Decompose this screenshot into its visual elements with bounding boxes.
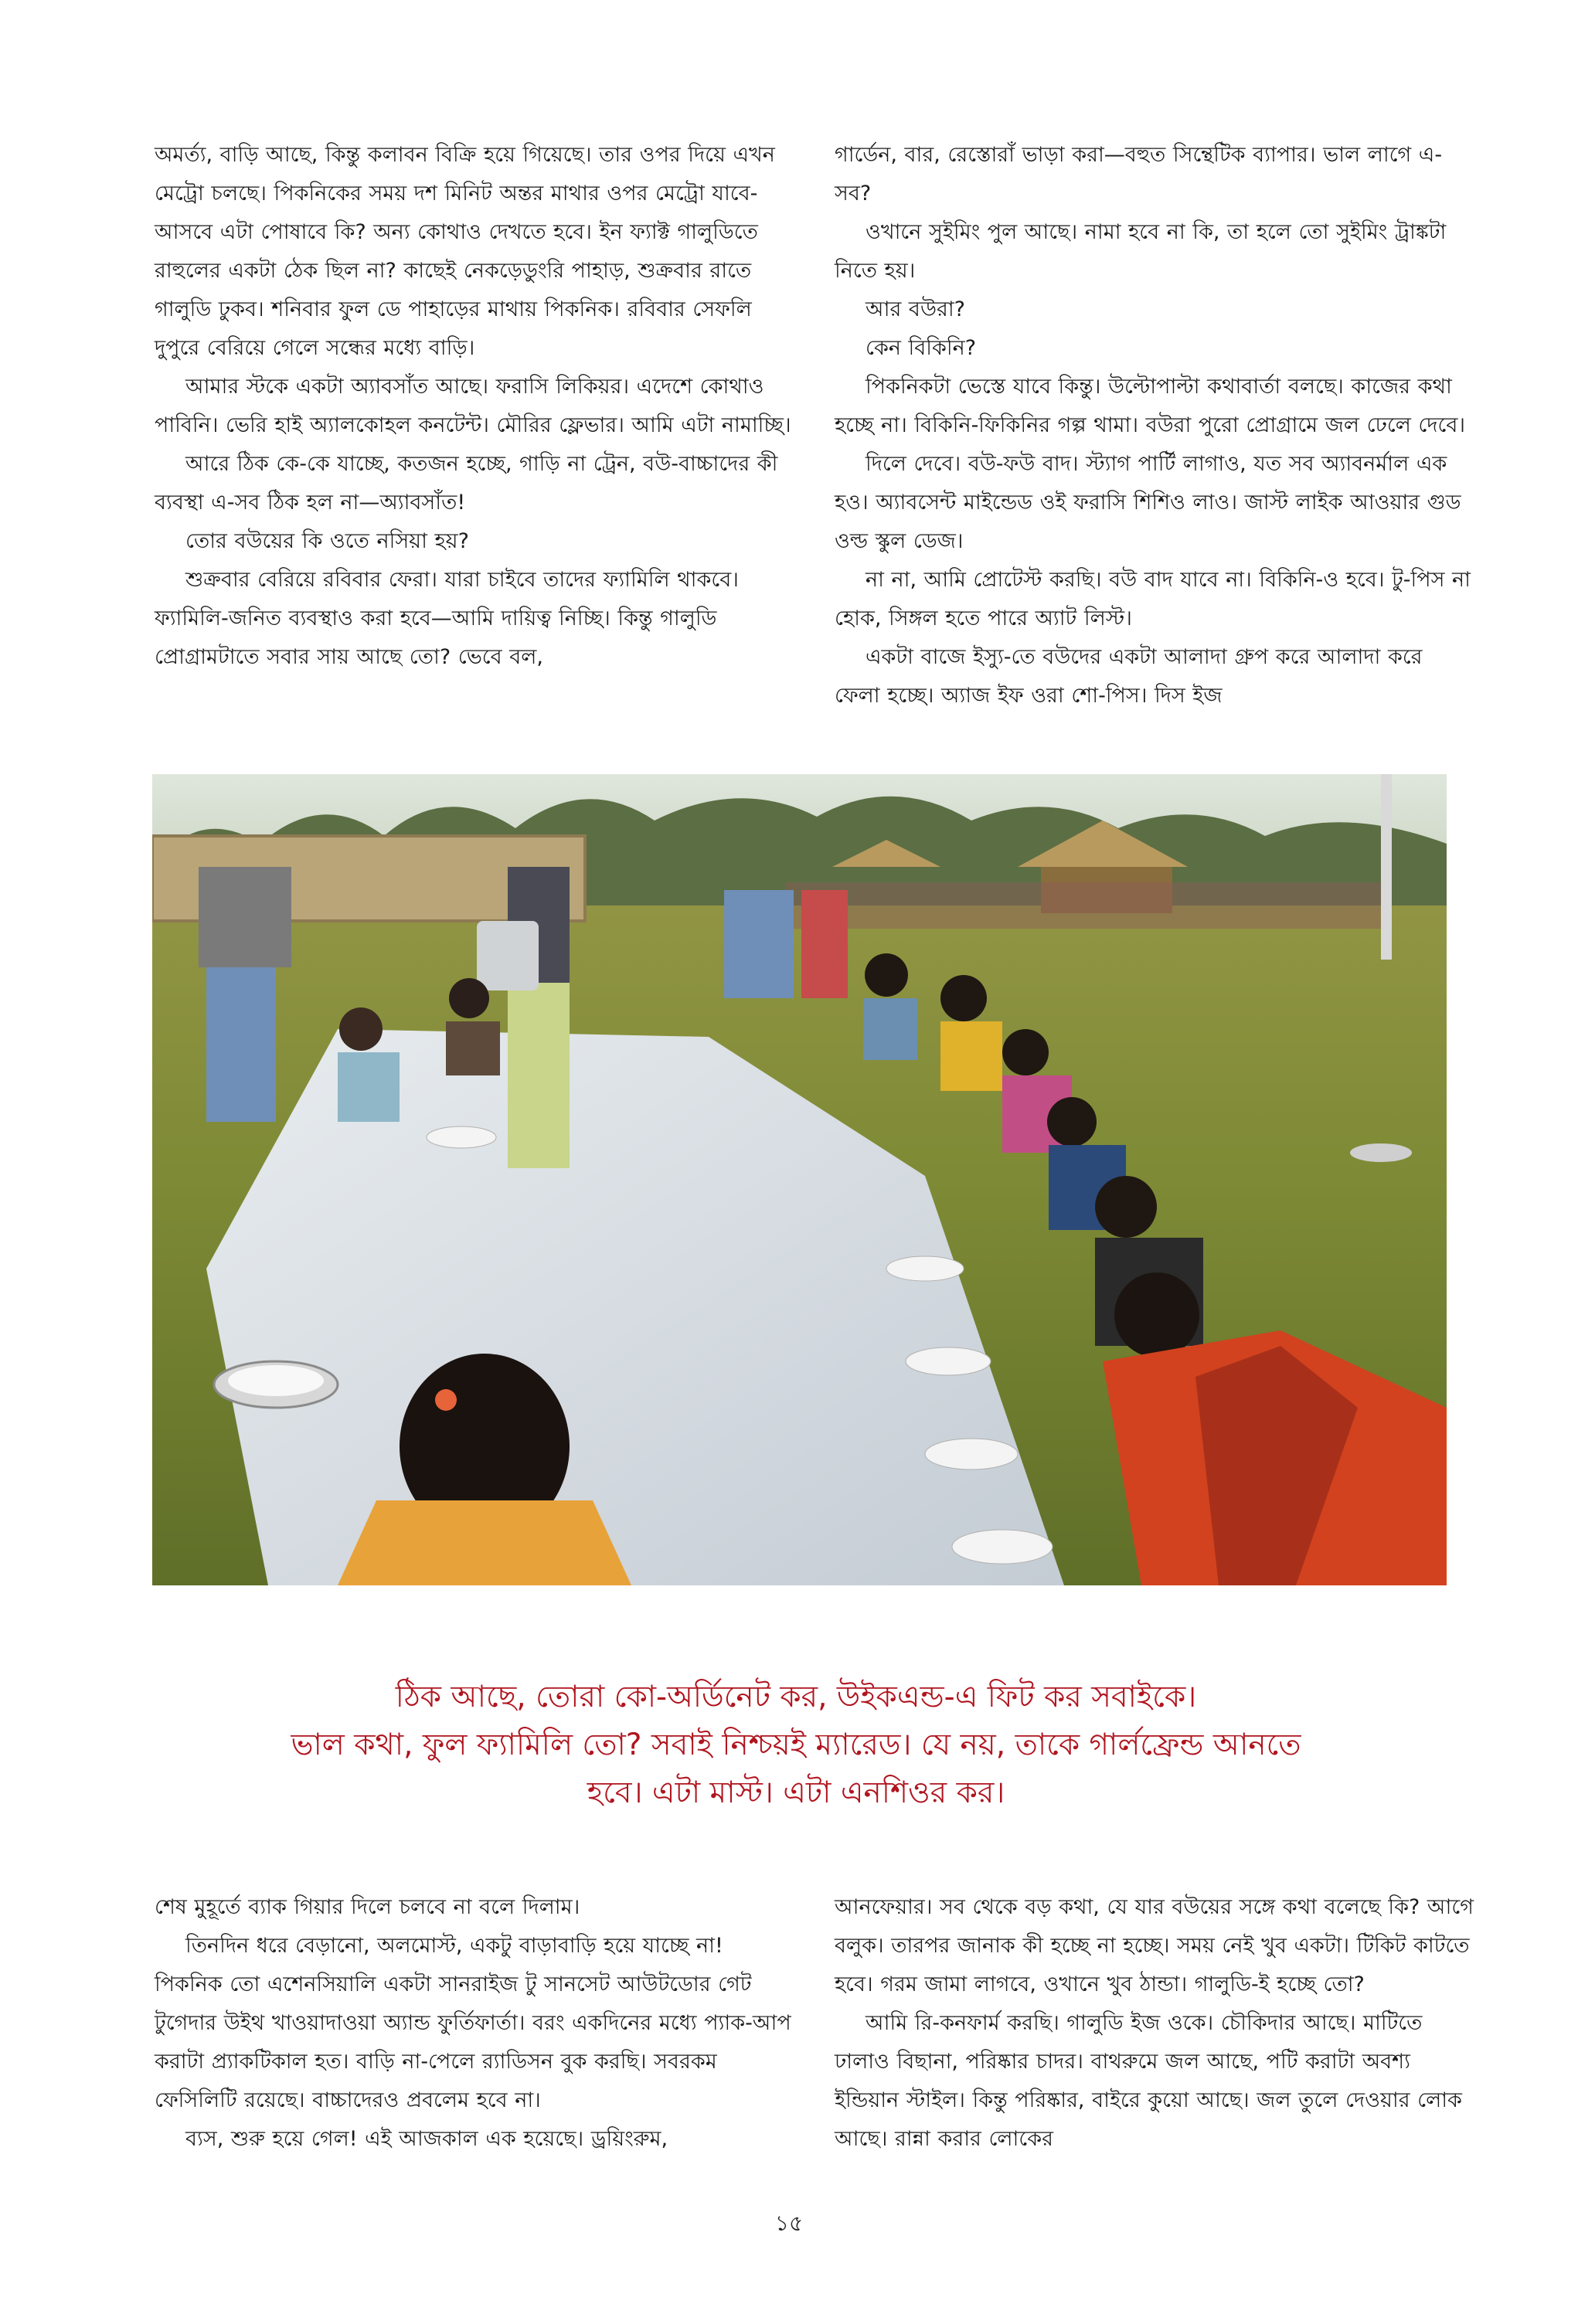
paragraph: আনফেয়ার। সব থেকে বড় কথা, যে যার বউয়ের সঙ্গে কথা বলেছে কি? আগে বলুক। তারপর জানাক কী হচ্ছে না হচ্ছে। সময় নেই খুব একটা। টিকিট কাটতে হবে। গরম জামা লাগবে, ওখানে খুব ঠান্ডা। গালুডি-ই হচ্ছে তো? <box>835 1895 1474 1996</box>
paragraph: ওখানে সুইমিং পুল আছে। নামা হবে না কি, তা হলে তো সুইমিং ট্রাঙ্কটা নিতে হয়। <box>835 220 1447 283</box>
paragraph: ব্যস, শুরু হয়ে গেল! এই আজকাল এক হয়েছে। ড্রয়িংরুম, <box>185 2127 668 2151</box>
paragraph: আরে ঠিক কে-কে যাচ্ছে, কতজন হচ্ছে, গাড়ি না ট্রেন, বউ-বাচ্চাদের কী ব্যবস্থা এ-সব ঠিক হল না—অ্যাবসাঁত! <box>155 452 778 515</box>
paragraph: আর বউরা? <box>866 297 965 321</box>
column-top-right <box>835 136 1474 715</box>
paragraph: অমর্ত্য, বাড়ি আছে, কিন্তু কলাবন বিক্রি হয়ে গিয়েছে। তার ওপর দিয়ে এখন মেট্রো চলছে। পিকনিকের সময় দশ মিনিট অন্তর মাথার ওপর মেট্রো যাবে-আসবে এটা পোষাবে কি? অন্য কোথাও দেখতে হবে। ইন ফ্যাক্ট গালুডিতে রাহুলের একটা ঠেক ছিল না? কাছেই নেকড়েডুংরি পাহাড়, শুক্রবার রাতে গালুডি ঢুকব। শনিবার ফুল ডে পাহাড়ের মাথায় পিকনিক। রবিবার সেফলি দুপুরে বেরিয়ে গেলে সন্ধের মধ্যে বাড়ি। <box>155 143 775 360</box>
column-bottom-right <box>835 1888 1474 2159</box>
paragraph: আমার স্টকে একটা অ্যাবসাঁত আছে। ফরাসি লিকিয়র। এদেশে কোথাও পাবিনি। ভেরি হাই অ্যালকোহল কনটেন্ট। মৌরির ফ্লেভার। আমি এটা নামাচ্ছি। <box>155 375 791 437</box>
pull-quote-line: ভাল কথা, ফুল ফ্যামিলি তো? সবাই নিশ্চয়ই ম্যারেড। যে নয়, তাকে গার্লফ্রেন্ড আনতে <box>291 1728 1301 1762</box>
page-number: ১৫ <box>774 2210 804 2236</box>
paragraph: না না, আমি প্রোটেস্ট করছি। বউ বাদ যাবে না। বিকিনি-ও হবে। টু-পিস না হোক, সিঙ্গল হতে পারে অ্যাট লিস্ট। <box>835 568 1471 630</box>
column-top-left <box>155 136 794 677</box>
paragraph: দিলে দেবে। বউ-ফউ বাদ। স্ট্যাগ পার্টি লাগাও, যত সব অ্যাবনর্মাল এক হও। অ্যাবসেন্ট মাইন্ডেড ওই ফরাসি শিশিও লাও। জাস্ট লাইক আওয়ার গুড ওল্ড স্কুল ডেজ। <box>835 452 1461 553</box>
paragraph: শেষ মুহূর্তে ব্যাক গিয়ার দিলে চলবে না বলে দিলাম। <box>155 1895 580 1919</box>
paragraph: শুক্রবার বেরিয়ে রবিবার ফেরা। যারা চাইবে তাদের ফ্যামিলি থাকবে। ফ্যামিলি-জনিত ব্যবস্থাও করা হবে—আমি দায়িত্ব নিচ্ছি। কিন্তু গালুডি প্রোগ্রামটাতে সবার সায় আছে তো? ভেবে বল, <box>155 568 739 669</box>
paragraph: একটা বাজে ইস্যু-তে বউদের একটা আলাদা গ্রুপ করে আলাদা করে ফেলা হচ্ছে। অ্যাজ ইফ ওরা শো-পিস। দিস ইজ <box>835 645 1423 708</box>
paragraph: তিনদিন ধরে বেড়ানো, অলমোস্ট, একটু বাড়াবাড়ি হয়ে যাচ্ছে না! পিকনিক তো এশেনসিয়ালি একটা সানরাইজ টু সানসেট আউটডোর গেট টুগেদার উইথ খাওয়াদাওয়া অ্যান্ড ফুর্তিফার্তা। বরং একদিনের মধ্যে প্যাক-আপ করাটা প্র্যাকটিকাল হত। বাড়ি না-পেলে র‍্যাডিসন বুক করছি। সবরকম ফেসিলিটি রয়েছে। বাচ্চাদেরও প্রবলেম হবে না। <box>155 1934 791 2112</box>
picnic-photo <box>152 774 1447 1585</box>
paragraph: পিকনিকটা ভেস্তে যাবে কিন্তু। উল্টোপাল্টা কথাবার্তা বলছে। কাজের কথা হচ্ছে না। বিকিনি-ফিকিনির গল্প থামা। বউরা পুরো প্রোগ্রামে জল ঢেলে দেবে। <box>835 375 1466 437</box>
paragraph: গার্ডেন, বার, রেস্তোরাঁ ভাড়া করা—বহুত সিন্থেটিক ব্যাপার। ভাল লাগে এ-সব? <box>835 143 1443 206</box>
paragraph: কেন বিকিনি? <box>866 336 977 360</box>
paragraph: তোর বউয়ের কি ওতে নসিয়া হয়? <box>185 529 469 553</box>
pull-quote-line: হবে। এটা মাস্ট। এটা এনশিওর কর। <box>587 1775 1005 1810</box>
paragraph: আমি রি-কনফার্ম করছি। গালুডি ইজ ওকে। চৌকিদার আছে। মাটিতে ঢালাও বিছানা, পরিষ্কার চাদর। বাথরুমে জল আছে, পটি করাটা অবশ্য ইন্ডিয়ান স্টাইল। কিন্তু পরিষ্কার, বাইরে কুয়ো আছে। জল তুলে দেওয়ার লোক আছে। রান্না করার লোকের <box>835 2011 1462 2151</box>
column-bottom-left <box>155 1888 794 2159</box>
pull-quote-line: ঠিক আছে, তোরা কো-অর্ডিনেট কর, উইকএন্ড-এ ফিট কর সবাইকে। <box>395 1680 1197 1714</box>
pull-quote <box>155 1673 1437 1817</box>
